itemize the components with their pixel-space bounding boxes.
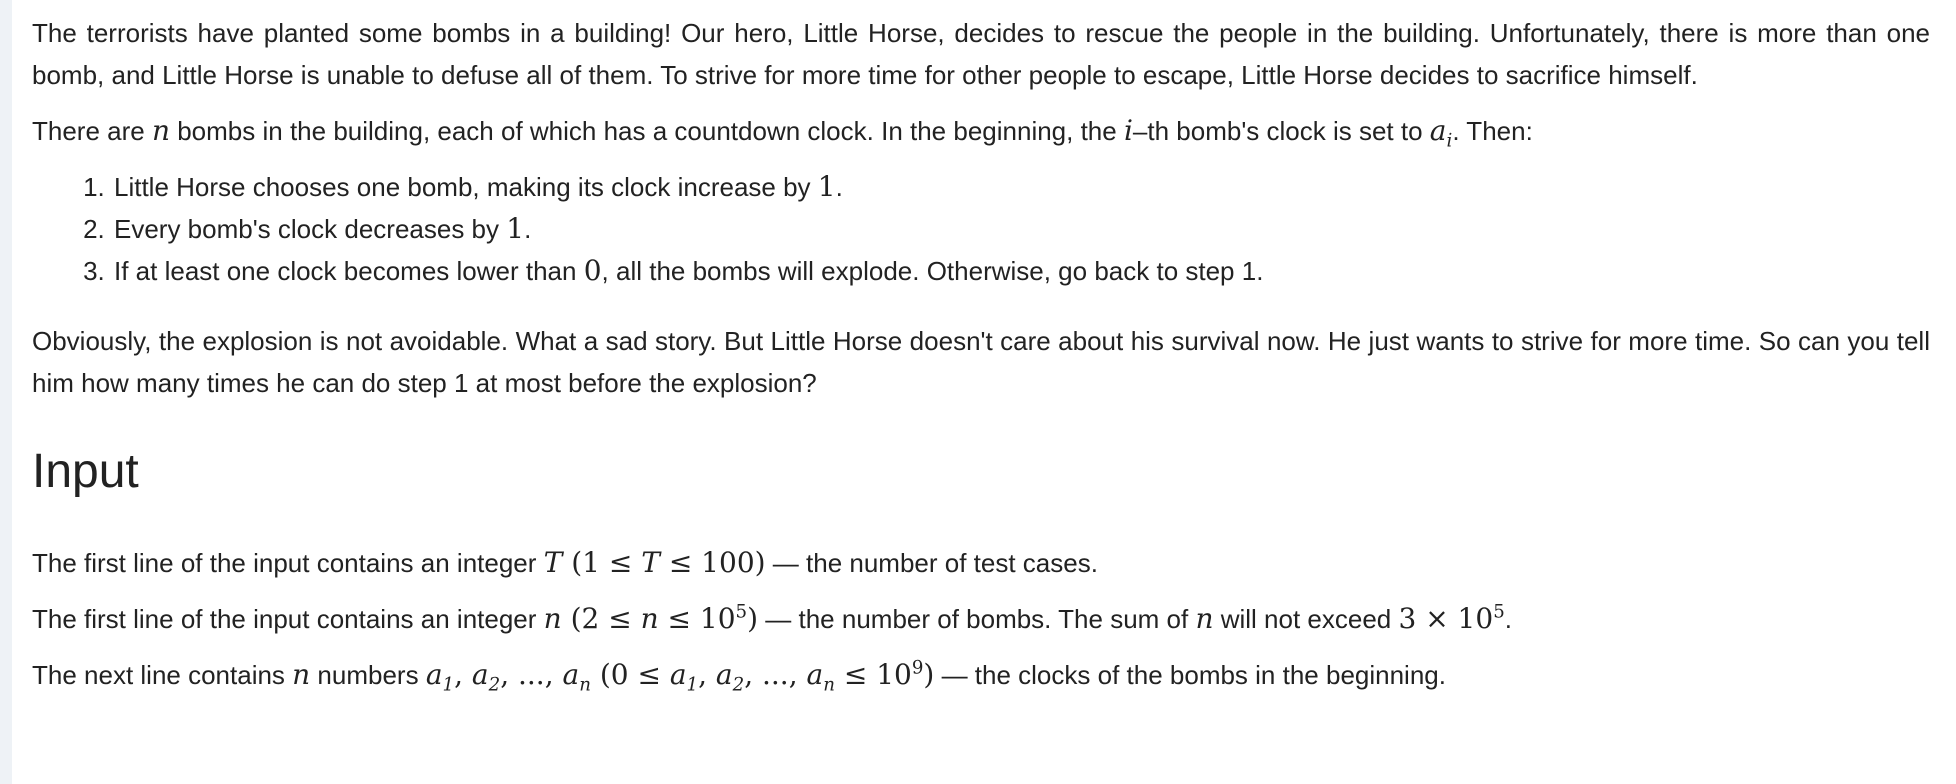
math-i: i: [1123, 114, 1133, 147]
list-item: 3. If at least one clock becomes lower than 0, all the bombs will explode. Otherwise, go back to step 1.: [112, 250, 1930, 292]
bombs-paragraph: There are n bombs in the building, each of which has a countdown clock. In the beginning, the i–th bomb's clock is set to $a_i$. Then:: [32, 114, 1533, 152]
input-line-clocks: The next line contains n numbers $a_1$, $a_2$, ..., $a_n$ ($0 \le a_1$, $a_2$, ..., $a_n \le 10^9$) — the clocks of the bombs in the beginning.: [32, 657, 1446, 696]
left-margin-strip: [0, 0, 12, 784]
list-item: 2. Every bomb's clock decreases by 1.: [112, 208, 1930, 250]
input-line-test-cases: The first line of the input contains an integer T (1 ≤ T ≤ 100) — the number of test cases.: [32, 546, 1098, 579]
input-heading: Input: [32, 445, 139, 498]
math-n: n: [151, 114, 170, 147]
intro-paragraph: The terrorists have planted some bombs in a building! Our hero, Little Horse, decides to rescue the people in the building. Unfortunately, there is more than one bomb, and Little Horse is unable to defuse all of them. To strive for more time for other people to escape, Little Horse decides to sacrifice himself.: [32, 18, 1930, 90]
explosion-paragraph: Obviously, the explosion is not avoidable. What a sad story. But Little Horse doesn't care about his survival now. He just wants to strive for more time. So can you tell him how many times he can do step 1 at most before the explosion?: [32, 326, 1930, 398]
math-a-i: $a_i$: [1429, 114, 1453, 152]
problem-statement: [32, 12, 1930, 710]
list-item: 1. Little Horse chooses one bomb, making its clock increase by 1.: [112, 166, 1930, 208]
input-line-bomb-count: The first line of the input contains an integer n $(2 \le n \le 10^5)$ — the number of bombs. The sum of n will not exceed $3 \times 10^5$.: [32, 601, 1513, 635]
steps-list: [32, 166, 1930, 292]
